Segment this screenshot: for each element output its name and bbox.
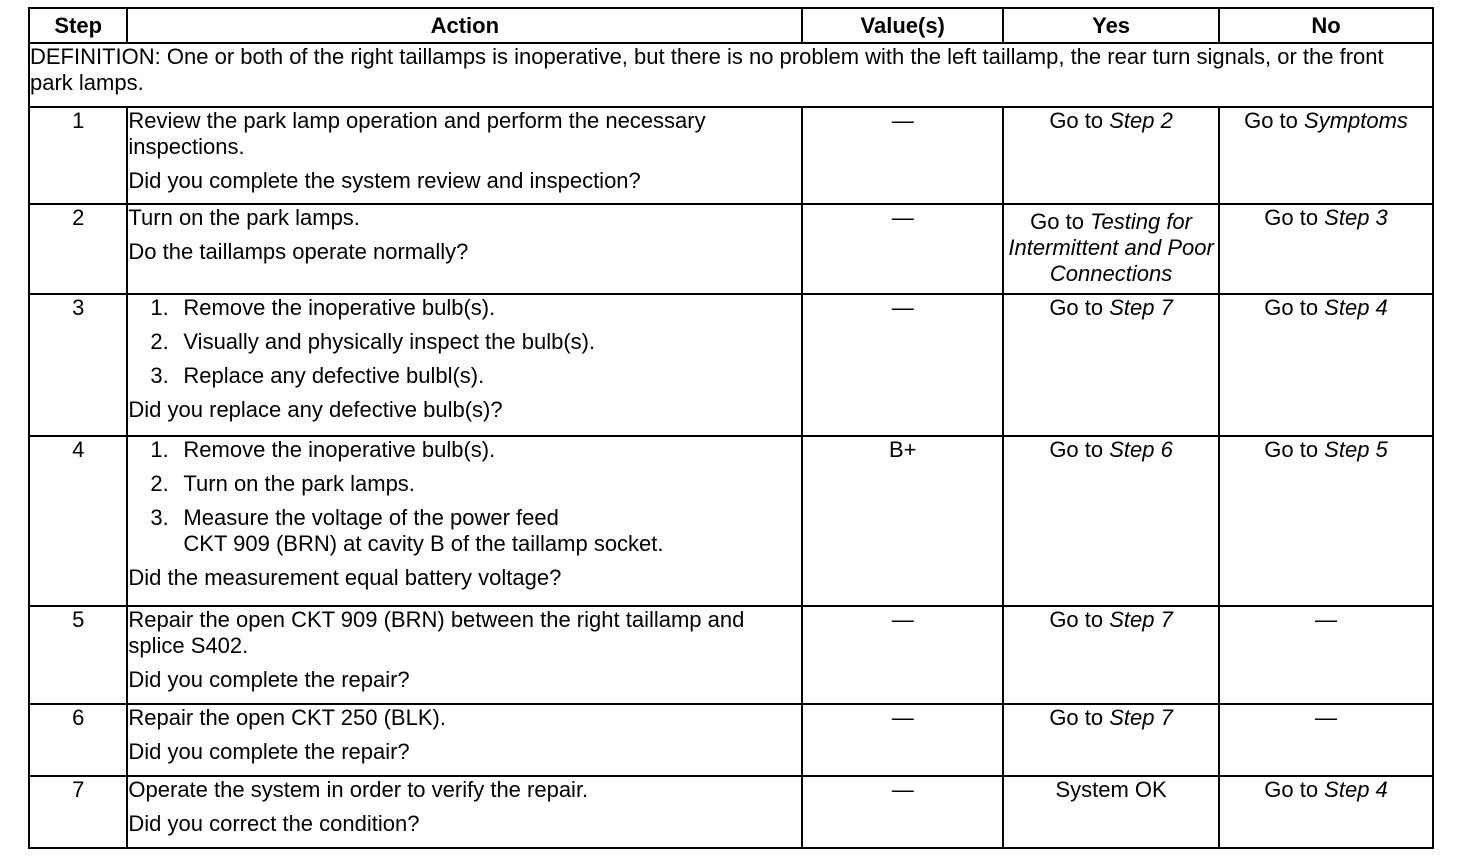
value-cell: — <box>802 606 1003 704</box>
yes-link[interactable]: Step 7 <box>1109 295 1173 320</box>
yes-cell <box>1003 294 1219 436</box>
header-no: No <box>1219 8 1433 43</box>
action-cell <box>127 204 802 294</box>
item-text: Visually and physically inspect the bulb(s). <box>183 329 596 354</box>
action-cell <box>127 704 802 776</box>
list-item <box>150 329 801 355</box>
yes-prefix: Go to <box>1049 705 1110 730</box>
action-question: Did you replace any defective bulb(s)? <box>128 397 503 422</box>
yes-cell <box>1003 204 1219 294</box>
list-item <box>150 505 801 557</box>
no-prefix: Go to <box>1264 205 1325 230</box>
step-number: 6 <box>29 704 127 776</box>
header-row <box>29 8 1433 43</box>
action-text: Repair the open CKT 909 (BRN) between the right taillamp and splice S402. <box>128 607 745 658</box>
step-number: 4 <box>29 436 127 606</box>
table-row <box>29 436 1433 606</box>
table-row <box>29 294 1433 436</box>
item-number: 1. <box>150 437 169 462</box>
table-row <box>29 204 1433 294</box>
no-link[interactable]: Symptoms <box>1304 108 1408 133</box>
list-item <box>150 363 801 389</box>
step-number: 7 <box>29 776 127 848</box>
yes-link[interactable]: Step 2 <box>1109 108 1173 133</box>
yes-cell <box>1003 606 1219 704</box>
item-text-continued: CKT 909 (BRN) at cavity B of the taillamp socket. <box>183 531 664 556</box>
no-prefix: Go to <box>1264 437 1325 462</box>
action-question: Did you complete the repair? <box>128 667 410 692</box>
step-number: 3 <box>29 294 127 436</box>
header-step: Step <box>29 8 127 43</box>
yes-link[interactable]: Step 6 <box>1109 437 1173 462</box>
item-text: Turn on the park lamps. <box>183 471 415 496</box>
no-cell: — <box>1219 704 1433 776</box>
yes-prefix: Go to <box>1049 108 1110 133</box>
step-number: 5 <box>29 606 127 704</box>
item-number: 3. <box>150 363 169 388</box>
action-text: Turn on the park lamps. <box>128 205 360 230</box>
yes-cell[interactable]: System OK <box>1003 776 1219 848</box>
no-cell: — <box>1219 606 1433 704</box>
value-cell: — <box>802 107 1003 204</box>
action-cell <box>127 606 802 704</box>
value-cell: — <box>802 704 1003 776</box>
item-number: 2. <box>150 329 169 354</box>
table-row <box>29 606 1433 704</box>
yes-prefix: Go to <box>1030 209 1091 234</box>
header-action: Action <box>127 8 802 43</box>
yes-cell <box>1003 436 1219 606</box>
no-cell <box>1219 204 1433 294</box>
action-cell <box>127 294 802 436</box>
action-question: Did you complete the system review and inspection? <box>128 168 641 193</box>
action-cell <box>127 776 802 848</box>
header-yes: Yes <box>1003 8 1219 43</box>
action-cell <box>127 436 802 606</box>
yes-link[interactable]: Step 7 <box>1109 607 1173 632</box>
no-cell <box>1219 776 1433 848</box>
table-row <box>29 776 1433 848</box>
list-item <box>150 437 801 463</box>
item-number: 3. <box>150 505 169 530</box>
action-text: Operate the system in order to verify the repair. <box>128 777 589 802</box>
step-number: 1 <box>29 107 127 204</box>
item-text: Remove the inoperative bulb(s). <box>183 437 496 462</box>
table-row <box>29 704 1433 776</box>
action-text: Repair the open CKT 250 (BLK). <box>128 705 446 730</box>
action-text: Review the park lamp operation and perform the necessary inspections. <box>128 108 706 159</box>
item-number: 1. <box>150 295 169 320</box>
action-question: Did the measurement equal battery voltage? <box>128 565 562 590</box>
yes-link[interactable]: Testing for Intermittent and Poor Connections <box>1008 209 1214 286</box>
yes-cell <box>1003 704 1219 776</box>
action-question: Did you correct the condition? <box>128 811 420 836</box>
no-prefix: Go to <box>1264 777 1325 802</box>
item-text: Measure the voltage of the power feed <box>183 505 559 530</box>
action-steps-list <box>128 437 801 557</box>
step-number: 2 <box>29 204 127 294</box>
yes-prefix: Go to <box>1049 607 1110 632</box>
value-cell: — <box>802 776 1003 848</box>
value-cell: B+ <box>802 436 1003 606</box>
diagnostic-table <box>28 7 1434 849</box>
definition-text: DEFINITION: One or both of the right taillamps is inoperative, but there is no problem with the left taillamp, the rear turn signals, or the front park lamps. <box>29 43 1433 107</box>
no-link[interactable]: Step 5 <box>1324 437 1388 462</box>
value-cell: — <box>802 204 1003 294</box>
no-link[interactable]: Step 3 <box>1324 205 1388 230</box>
no-link[interactable]: Step 4 <box>1324 777 1388 802</box>
no-link[interactable]: Step 4 <box>1324 295 1388 320</box>
action-question: Did you complete the repair? <box>128 739 410 764</box>
no-prefix: Go to <box>1264 295 1325 320</box>
yes-prefix: Go to <box>1049 295 1110 320</box>
no-cell <box>1219 294 1433 436</box>
item-number: 2. <box>150 471 169 496</box>
header-values: Value(s) <box>802 8 1003 43</box>
action-cell <box>127 107 802 204</box>
definition-row <box>29 43 1433 107</box>
no-cell <box>1219 107 1433 204</box>
action-steps-list <box>128 295 801 389</box>
list-item <box>150 471 801 497</box>
item-text: Replace any defective bulbl(s). <box>183 363 485 388</box>
yes-prefix: Go to <box>1049 437 1110 462</box>
value-cell: — <box>802 294 1003 436</box>
list-item <box>150 295 801 321</box>
table-row <box>29 107 1433 204</box>
no-prefix: Go to <box>1244 108 1305 133</box>
item-text: Remove the inoperative bulb(s). <box>183 295 496 320</box>
action-question: Do the taillamps operate normally? <box>128 239 469 264</box>
no-cell <box>1219 436 1433 606</box>
yes-link[interactable]: Step 7 <box>1109 705 1173 730</box>
yes-cell <box>1003 107 1219 204</box>
